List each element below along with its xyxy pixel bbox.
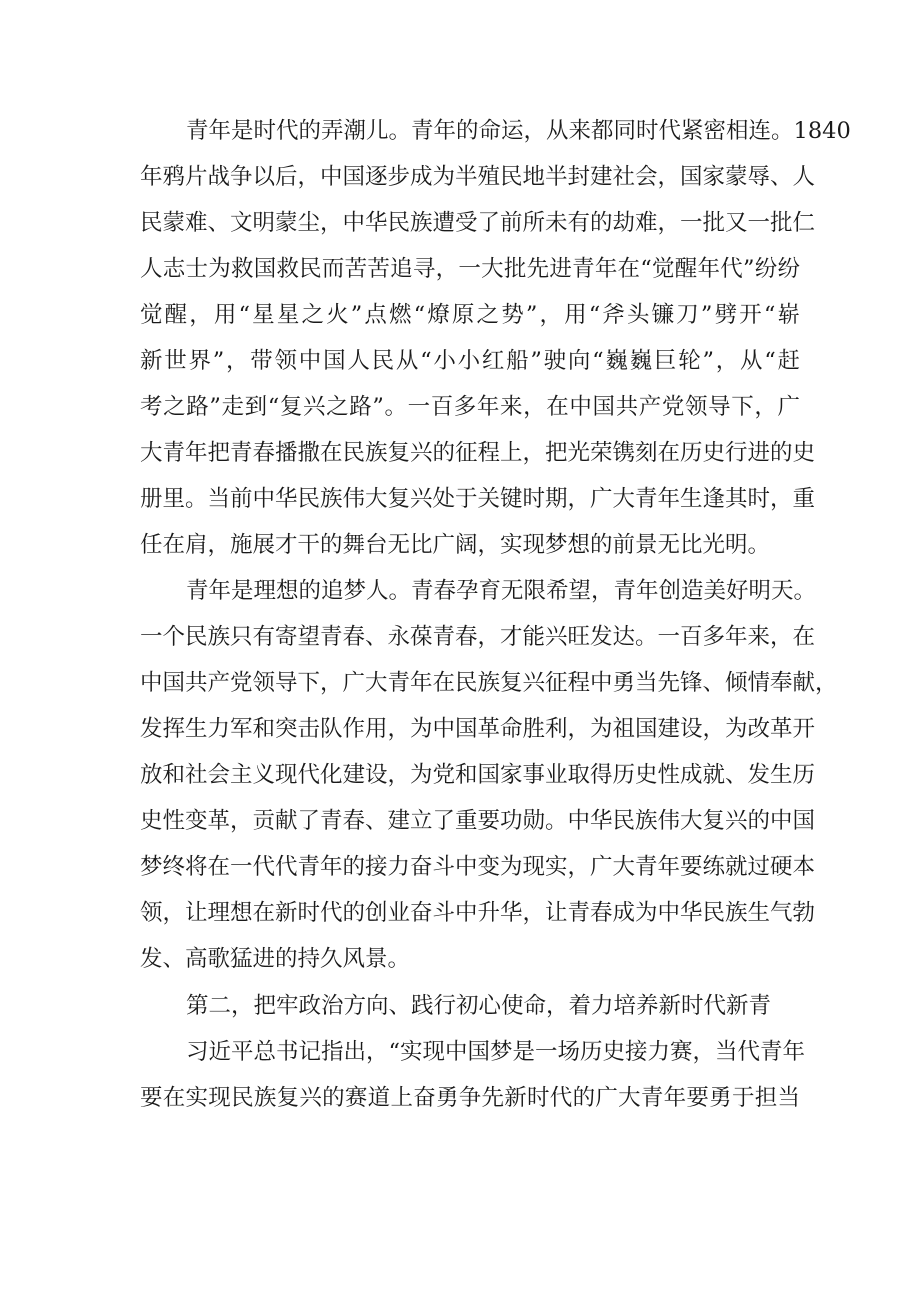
paragraph-1-line-1: 青年是时代的弄潮儿。青年的命运，从来都同时代紧密相连。1840 [186,118,851,144]
paragraph-1-line-4: 人志士为救国救民而苦苦追寻，一大批先进青年在“觉醒年代”纷纷 [140,256,800,282]
paragraph-2-line-1: 青年是理想的追梦人。青春孕育无限希望，青年创造美好明天。 [186,578,817,604]
section-heading: 第二，把牢政治方向、践行初心使命，着力培养新时代新青 [186,993,772,1019]
paragraph-3-line-1: 习近平总书记指出，“实现中国梦是一场历史接力赛，当代青年 [186,1039,806,1065]
paragraph-2-line-3: 中国共产党领导下，广大青年在民族复兴征程中勇当先锋、倾情奉献， [140,670,838,696]
paragraph-2-line-7: 梦终将在一代代青年的接力奋斗中变为现实，广大青年要练就过硬本 [140,854,816,880]
paragraph-1-line-6: 新世界”，带领中国人民从“小小红船”驶向“巍巍巨轮”，从“赶 [140,348,800,374]
paragraph-1-line-3: 民蒙难、文明蒙尘，中华民族遭受了前所未有的劫难，一批又一批仁 [140,210,816,236]
paragraph-1-line-2: 年鸦片战争以后，中国逐步成为半殖民地半封建社会，国家蒙辱、人 [140,164,816,190]
paragraph-1-line-8: 大青年把青春播撒在民族复兴的征程上，把光荣镌刻在历史行进的史 [140,440,816,466]
paragraph-2-line-4: 发挥生力军和突击队作用，为中国革命胜利，为祖国建设，为改革开 [140,716,816,742]
paragraph-1-line-7: 考之路”走到“复兴之路”。一百多年来，在中国共产党领导下，广 [140,394,800,420]
paragraph-2-line-8: 领，让理想在新时代的创业奋斗中升华，让青春成为中华民族生气勃 [140,900,816,926]
paragraph-1-line-9: 册里。当前中华民族伟大复兴处于关键时期，广大青年生逢其时，重 [140,486,816,512]
paragraph-2-line-6: 史性变革，贡献了青春、建立了重要功勋。中华民族伟大复兴的中国 [140,808,816,834]
paragraph-2-line-2: 一个民族只有寄望青春、永葆青春，才能兴旺发达。一百多年来，在 [140,624,816,650]
paragraph-1-line-5: 觉醒，用“星星之火”点燃“燎原之势”，用“斧头镰刀”劈开“崭 [140,302,800,328]
paragraph-2-line-9: 发、高歌猛进的持久风景。 [140,946,411,972]
paragraph-2-line-5: 放和社会主义现代化建设，为党和国家事业取得历史性成就、发生历 [140,762,816,788]
paragraph-1-line-10: 任在肩，施展才干的舞台无比广阔，实现梦想的前景无比光明。 [140,532,771,558]
paragraph-3-line-2: 要在实现民族复兴的赛道上奋勇争先新时代的广大青年要勇于担当 [140,1085,800,1111]
